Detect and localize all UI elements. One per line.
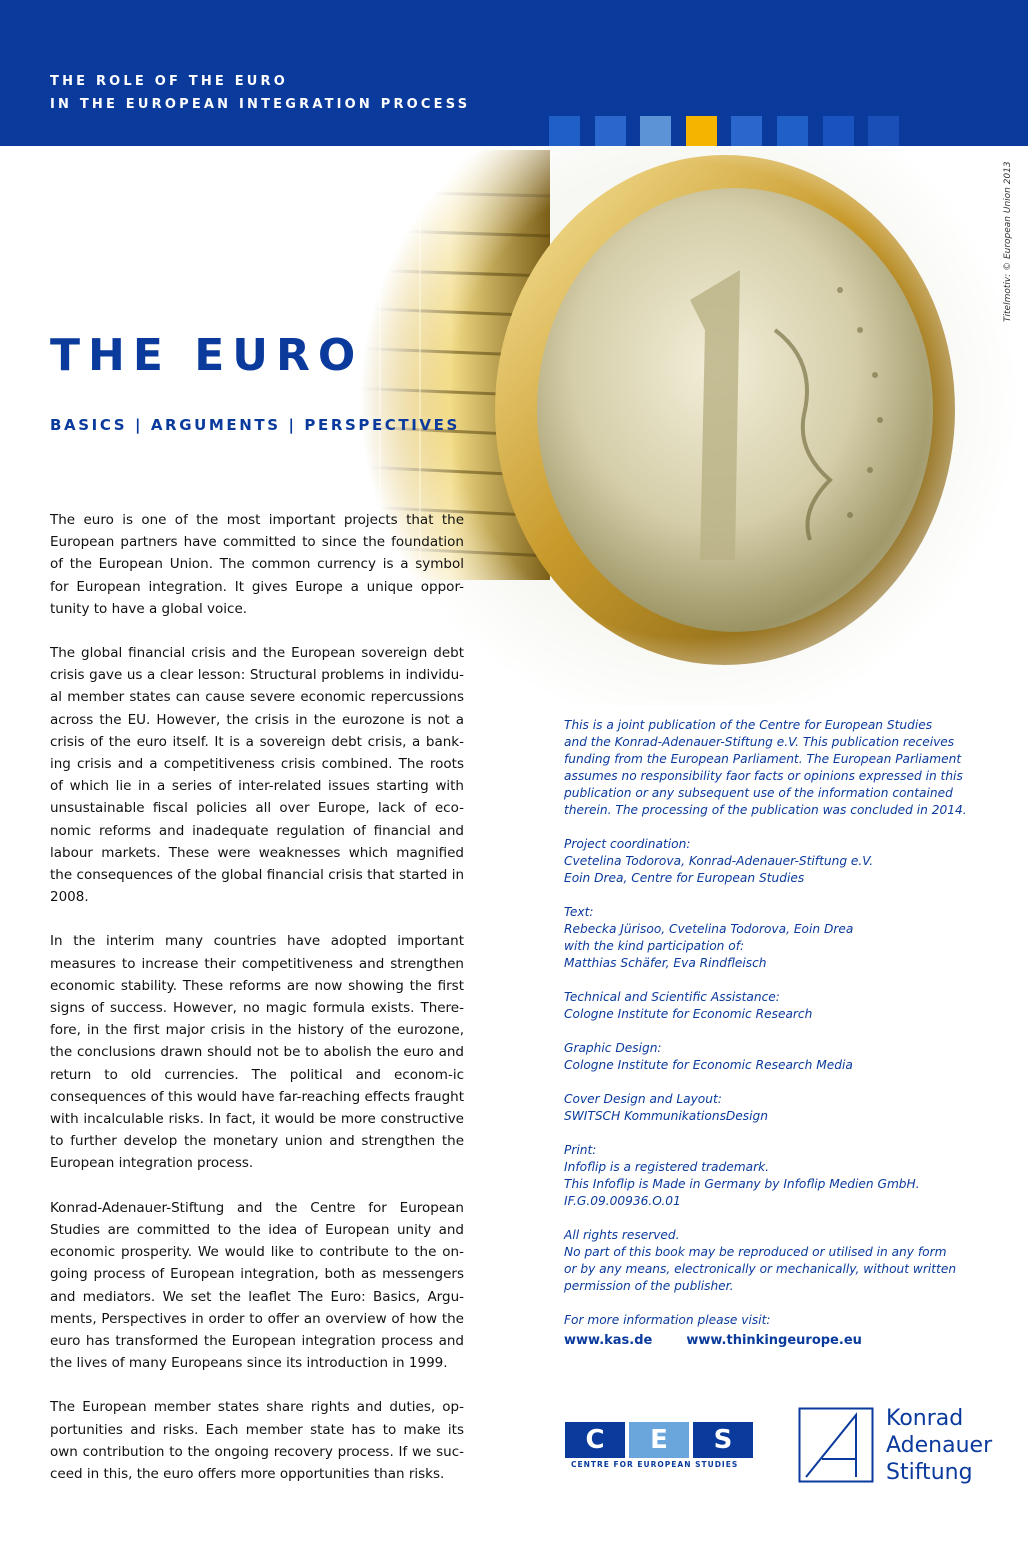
series-title-line-1: THE ROLE OF THE EURO bbox=[50, 74, 289, 89]
body-paragraph: The global financial crisis and the European sovereign debt crisis gave us a clear lesson: Structural problems in individu-al member states can cause severe economic repercussions across the EU. However, the crisis in the eurozone is not a crisis of the euro itself. It is a sovereign debt crisis, a bank-ing crisis and a competitiveness crisis combined. The roots of which lie in a series of inter-related issues starting with unsustainable fiscal policies all over Europe, lack of eco-nomic reforms and inadequate regulation of financial and labour markets. These were weaknesses which magnified the consequences of the global financial crisis that started in 2008. bbox=[50, 645, 464, 906]
imprint-text-credits: Text: Rebecka Jürisoo, Cvetelina Todorova, Eoin Drea with the kind participation of: Matthias Schäfer, Eva Rindfleisch bbox=[564, 905, 854, 970]
imprint bbox=[564, 717, 994, 1346]
body-paragraph: Konrad-Adenauer-Stiftung and the Centre for European Studies are committed to the idea of European unity and economic prosperity. We would like to contribute to the on-going process of European integration, both as messengers and mediators. We set the leaflet The Euro: Basics, Argu-ments, Perspectives in order to offer an overview of how the euro has transformed the European integration process and the lives of many Europeans since its introduction in 1999. bbox=[50, 1199, 464, 1372]
imprint-rights: All rights reserved. No part of this book may be reproduced or utilised in any form or by any means, electronically or mechanically, without written permission of the publisher. bbox=[564, 1228, 957, 1293]
intro-text bbox=[50, 509, 464, 1507]
kas-logo bbox=[798, 1405, 1008, 1485]
imprint-more-info: For more information please visit: bbox=[564, 1313, 771, 1327]
kas-logo-line: Stiftung bbox=[886, 1460, 973, 1485]
kas-logo-mark-icon bbox=[798, 1407, 874, 1483]
web-links bbox=[564, 1333, 862, 1348]
thinkingeurope-link[interactable]: www.thinkingeurope.eu bbox=[686, 1333, 862, 1348]
imprint-technical-assistance: Technical and Scientific Assistance: Cologne Institute for Economic Research bbox=[564, 990, 813, 1021]
body-paragraph: The European member states share rights and duties, op-portunities and risks. Each member state has to make its own contribution to the ongoing recovery process. If we suc-ceed in this, the euro offers more opportunities than risks. bbox=[50, 1399, 464, 1482]
kas-logo-wordmark bbox=[886, 1405, 992, 1486]
kas-link[interactable]: www.kas.de bbox=[564, 1333, 653, 1348]
ces-logo-tagline: CENTRE FOR EUROPEAN STUDIES bbox=[571, 1460, 739, 1469]
body-paragraph: In the interim many countries have adopted important measures to increase their competitiveness and strengthen economic stability. These reforms are now showing the first signs of success. However, no magic formula exists. There-fore, in the first major crisis in the history of the eurozone, the conclusions drawn should not be to abolish the euro and return to old currencies. The political and econom-ic consequences of this would have far-reaching effects fraught with incalculable risks. In fact, it would be more constructive to further develop the monetary union and strengthen the European integration process. bbox=[50, 933, 464, 1172]
page-subtitle: BASICS | ARGUMENTS | PERSPECTIVES bbox=[50, 416, 460, 434]
image-credit: Titelmotiv: © European Union 2013 bbox=[1003, 161, 1013, 322]
imprint-disclaimer: This is a joint publication of the Centre for European Studies and the Konrad-Adenauer-Stiftung e.V. This publication receives funding from the European Parliament. The European Parliament assumes no responsibility faor facts or opinions expressed in this publication or any subsequent use of the information contained therein. The processing of the publication was concluded in 2014. bbox=[564, 718, 967, 817]
imprint-graphic-design: Graphic Design: Cologne Institute for Economic Research Media bbox=[564, 1041, 853, 1072]
series-title-line-2: IN THE EUROPEAN INTEGRATION PROCESS bbox=[50, 97, 471, 112]
imprint-print: Print: Infoflip is a registered trademark. This Infoflip is Made in Germany by Infoflip Medien GmbH. IF.G.09.00936.O.01 bbox=[564, 1143, 920, 1208]
ces-logo-letter: C bbox=[565, 1422, 625, 1458]
kas-logo-line: Adenauer bbox=[886, 1433, 993, 1458]
body-paragraph: The euro is one of the most important projects that the European partners have committed to since the foundation of the European Union. The common currency is a symbol for European integration. It gives Europe a unique oppor-tunity to have a global voice. bbox=[50, 512, 464, 617]
ces-logo-letter: S bbox=[693, 1422, 753, 1458]
imprint-project-coordination: Project coordination: Cvetelina Todorova, Konrad-Adenauer-Stiftung e.V. Eoin Drea, Centre for European Studies bbox=[564, 837, 874, 885]
page-title: THE EURO bbox=[50, 330, 364, 381]
ces-logo-letter: E bbox=[629, 1422, 689, 1458]
imprint-cover-design: Cover Design and Layout: SWITSCH KommunikationsDesign bbox=[564, 1092, 769, 1123]
kas-logo-line: Konrad bbox=[886, 1406, 964, 1431]
ces-logo bbox=[563, 1422, 759, 1472]
